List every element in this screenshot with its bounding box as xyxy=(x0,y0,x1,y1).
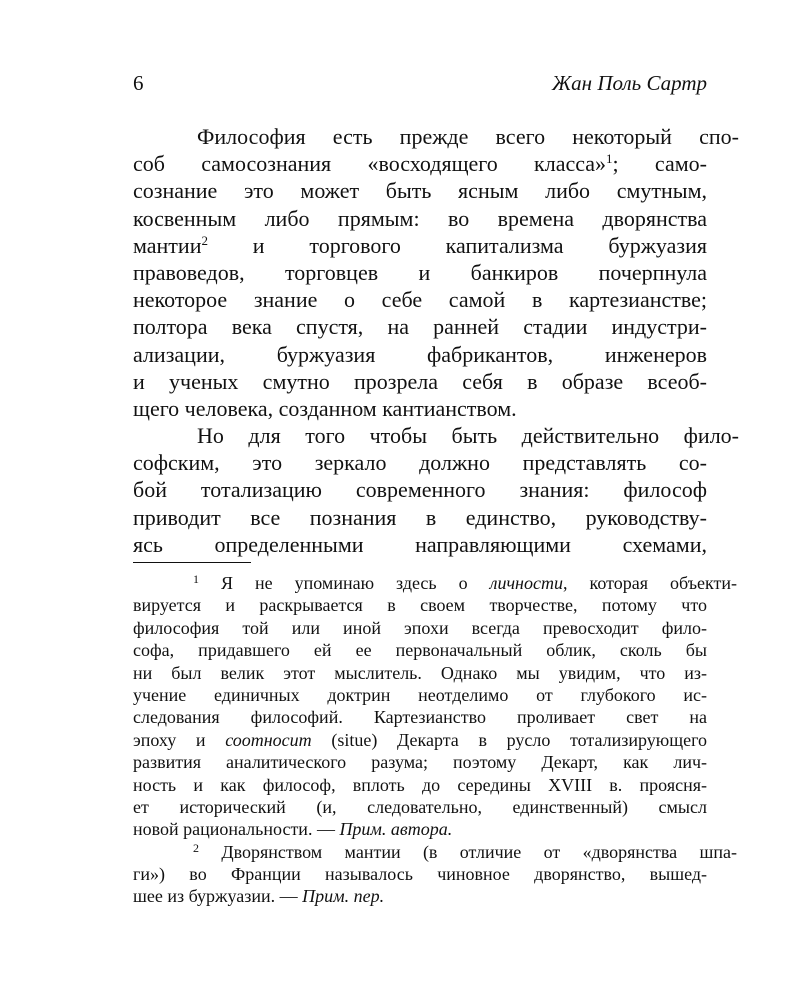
footnote-line: ет исторический (и, следовательно, единственный) смысл xyxy=(133,796,707,817)
footnote-line: ги») во Франции называлось чиновное дворянство, вышед- xyxy=(133,864,707,885)
footnote-line: ни был велик этот мыслитель. Однако мы увидим, что из- xyxy=(133,662,707,683)
text-line: ясь определенными направляющими схемами, xyxy=(133,531,707,557)
text-line: некоторое знание о себе самой в картезианстве; xyxy=(133,287,707,313)
footnote-line: учение единичных доктрин неотделимо от глубокого ис- xyxy=(133,684,707,705)
footnote-reference-1: 1 xyxy=(606,151,613,167)
text-line: Философия есть прежде всего некоторый спо- xyxy=(197,124,739,149)
text-line: и ученых смутно прозрела себя в образе всеоб- xyxy=(133,368,707,394)
text-line: софским, это зеркало должно представлять со- xyxy=(133,450,707,476)
footnote-line: развития аналитического разума; поэтому Декарт, как лич- xyxy=(133,752,707,773)
footnote-line: вируется и раскрывается в своем творчестве, потому что xyxy=(133,595,707,616)
running-head-author: Жан Поль Сартр xyxy=(551,71,707,95)
footnotes xyxy=(133,572,737,908)
text-line: Но для того чтобы быть действительно фило- xyxy=(197,423,739,449)
footnote-line: шее из буржуазии. — Прим. пер. xyxy=(133,886,385,907)
main-text xyxy=(133,123,739,558)
text-line: сознание это может быть ясным либо смутным, xyxy=(133,178,707,204)
text-line: мантии$^2$ и торгового капитализма буржуазия xyxy=(133,232,707,258)
text-line: щего человека, созданном кантианством. xyxy=(133,395,517,421)
footnote-marker-2: 2 xyxy=(193,840,199,855)
text-line: бой тотализацию современного знания: философ xyxy=(133,477,707,503)
footnote-line: следования философий. Картезианство проливает свет на xyxy=(133,707,707,728)
text-line: полтора века спустя, на ранней стадии индустри- xyxy=(133,314,707,340)
paragraph-2 xyxy=(133,422,739,558)
footnote-line: новой рациональности. — Прим. автора. xyxy=(133,819,453,840)
footnote-separator xyxy=(133,562,251,563)
footnote-line: софа, придавшего ей ее первоначальный облик, сколь бы xyxy=(133,640,707,661)
footnote-line: ность и как философ, вплоть до середины XVIII в. проясня- xyxy=(133,774,707,795)
text-line: соб самосознания «восходящего класса»$^1$; само- xyxy=(133,151,707,177)
paragraph-1 xyxy=(133,123,739,422)
footnote-reference-2: 2 xyxy=(201,232,208,248)
footnote-marker-1: 1 xyxy=(193,572,199,586)
text-line: ализации, буржуазия фабрикантов, инженеров xyxy=(133,341,707,367)
footnote-1 xyxy=(133,572,737,841)
text-line: косвенным либо прямым: во времена дворянства xyxy=(133,205,707,231)
footnote-line: $^2$ Дворянством мантии (в отличие от «дворянства шпа- xyxy=(193,840,737,862)
text-line: правоведов, торговцев и банкиров почерпнула xyxy=(133,259,707,285)
footnote-line: $^1$ Я не упоминаю здесь о личности, которая объекти- xyxy=(193,572,737,593)
running-head xyxy=(133,68,707,98)
page-number: 6 xyxy=(133,71,144,95)
text-line: приводит все познания в единство, руководству- xyxy=(133,504,707,530)
footnote-2 xyxy=(133,840,737,908)
footnote-line: эпоху и соотносит (situe) Декарта в русло тотализирующего xyxy=(133,729,708,750)
footnote-line: философия той или иной эпохи всегда превосходит фило- xyxy=(133,617,707,638)
